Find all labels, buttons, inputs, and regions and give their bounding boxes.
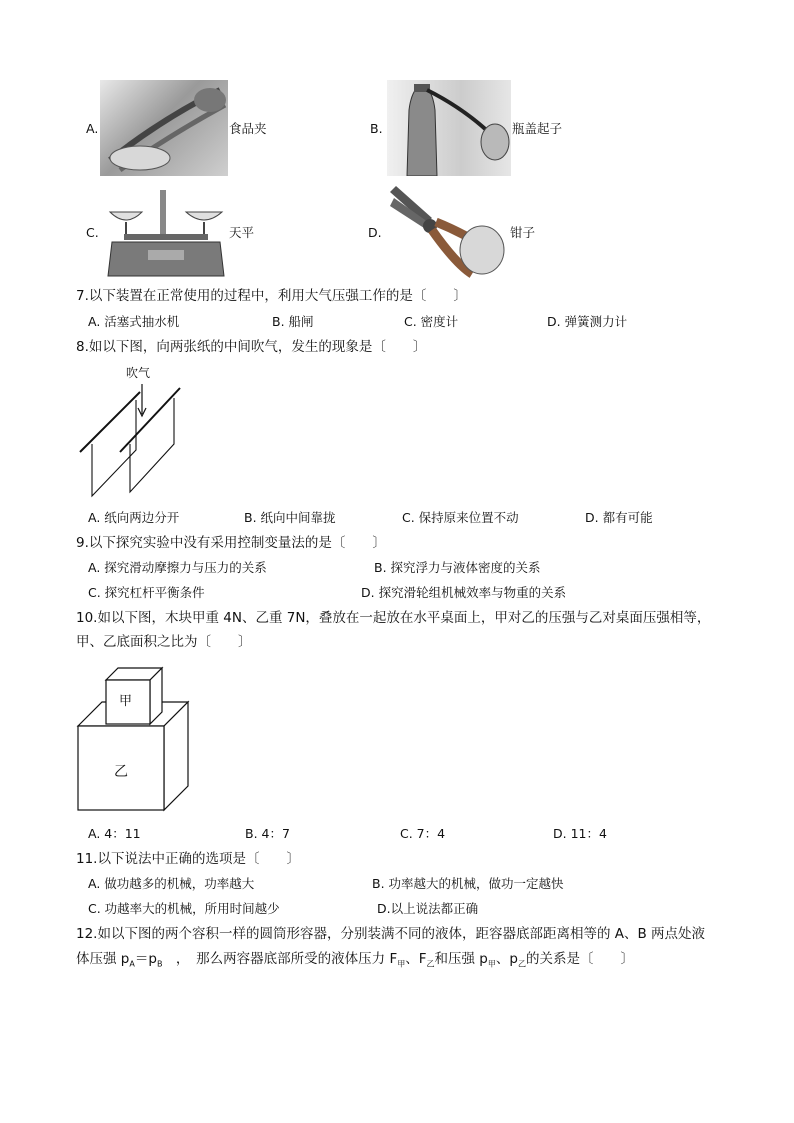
bottle-opener-icon — [387, 80, 511, 176]
q9-option-c: C. 探究杠杆平衡条件 — [88, 585, 205, 600]
stacked-blocks-diagram — [76, 664, 190, 814]
q7-question: 7.以下装置在正常使用的过程中，利用大气压强工作的是〔 〕 — [76, 288, 467, 304]
q9-question: 9.以下探究实验中没有采用控制变量法的是〔 〕 — [76, 535, 386, 551]
q8-option-b: B. 纸向中间靠拢 — [244, 510, 336, 525]
q10-question-line1: 10.如以下图，木块甲重 4N、乙重 7N，叠放在一起放在水平桌面上，甲对乙的压强与乙对桌面压强相等， — [76, 610, 711, 626]
q10-option-b: B. 4：7 — [245, 826, 290, 841]
q6-option-d-letter: D. — [368, 225, 382, 240]
q11-option-b: B. 功率越大的机械，做功一定越快 — [372, 876, 564, 891]
q7-option-b: B. 船闸 — [272, 314, 314, 329]
q11-option-c: C. 功越率大的机械，所用时间越少 — [88, 901, 280, 916]
q10-question-line2: 甲、乙底面积之比为〔 〕 — [76, 634, 252, 650]
q8-question: 8.如以下图，向两张纸的中间吹气，发生的现象是〔 〕 — [76, 339, 427, 355]
q9-option-b: B. 探究浮力与液体密度的关系 — [374, 560, 541, 575]
balance-scale-icon — [104, 184, 228, 280]
food-tongs-icon — [100, 80, 228, 176]
q6-option-b-caption: 瓶盖起子 — [512, 121, 563, 136]
pliers-icon — [386, 184, 508, 280]
q6-option-c-letter: C. — [86, 225, 99, 240]
q7-option-c: C. 密度计 — [404, 314, 459, 329]
blow-air-label: 吹气 — [126, 366, 151, 380]
food-tongs-photo — [100, 80, 228, 176]
q10-option-d: D. 11：4 — [553, 826, 607, 841]
q8-option-d: D. 都有可能 — [585, 510, 653, 525]
q6-option-b-letter: B. — [370, 121, 383, 136]
block-jia-label: 甲 — [119, 694, 133, 709]
q12-question-line1: 12.如以下图的两个容积一样的圆筒形容器，分别装满不同的液体，距容器底部距离相等的 A、B 两点处液 — [76, 926, 706, 942]
q7-option-a: A. 活塞式抽水机 — [88, 314, 180, 329]
q12-question-line2: 体压强 $p_A=p_B$ ， 那么两容器底部所受的液体压力 $F_甲$、$F_乙$和压强 $p_甲$、$p_乙$的关系是〔 〕 — [76, 951, 634, 969]
q6-option-c-caption: 天平 — [229, 225, 255, 240]
q10-option-a: A. 4：11 — [88, 826, 141, 841]
q9-option-d: D. 探究滑轮组机械效率与物重的关系 — [361, 585, 567, 600]
q9-option-a: A. 探究滑动摩擦力与压力的关系 — [88, 560, 267, 575]
q11-option-a: A. 做功越多的机械，功率越大 — [88, 876, 255, 891]
q6-option-a-letter: A. — [86, 121, 99, 136]
q11-option-d: D.以上说法都正确 — [377, 901, 479, 916]
q8-option-c: C. 保持原来位置不动 — [402, 510, 519, 525]
paper-sheets-diagram — [76, 378, 186, 502]
q8-option-a: A. 纸向两边分开 — [88, 510, 180, 525]
block-yi-label: 乙 — [114, 764, 128, 780]
bottle-opener-photo — [387, 80, 511, 176]
q7-option-d: D. 弹簧测力计 — [547, 314, 628, 329]
q6-option-a-caption: 食品夹 — [229, 121, 267, 136]
q6-option-d-caption: 钳子 — [510, 225, 536, 240]
pliers-photo — [386, 184, 508, 280]
balance-scale-photo — [104, 184, 228, 280]
q11-question: 11.以下说法中正确的选项是〔 〕 — [76, 851, 300, 867]
q10-option-c: C. 7：4 — [400, 826, 446, 841]
